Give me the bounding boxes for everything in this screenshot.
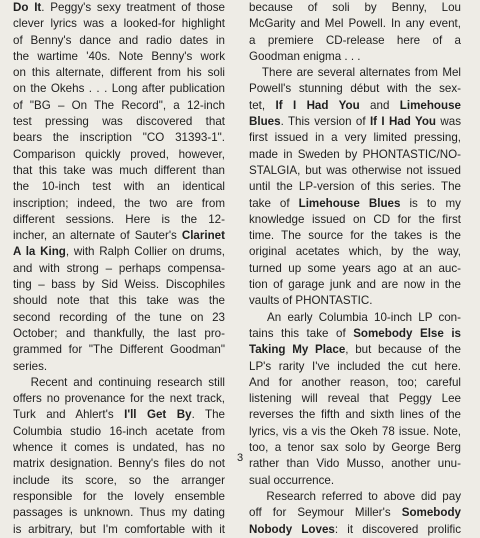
- body-text: whence it comes is undated, has no: [13, 441, 225, 455]
- body-text: Recent and continuing research still: [13, 375, 225, 389]
- text-line: [13, 310, 225, 326]
- body-text: sual occurrence.: [249, 473, 335, 487]
- body-text: And for another reason, too; careful: [249, 375, 461, 389]
- body-text: on this alternate, different from his soli: [13, 66, 225, 80]
- bold-title-text: Limehouse: [399, 98, 461, 112]
- body-text: second recording of the tune on 23: [13, 310, 225, 324]
- body-text: is arbitrary, but I'm comfortable with it: [13, 522, 225, 536]
- body-text: . Peggy's sexy treatment of those: [41, 1, 225, 14]
- text-line: [13, 391, 225, 407]
- body-text: different sessions. Here is the 12-: [13, 212, 225, 226]
- bold-title-text: Do It: [13, 1, 42, 14]
- text-line: [13, 147, 225, 163]
- text-line: [249, 375, 461, 391]
- text-line: [13, 98, 225, 114]
- text-line: [249, 326, 461, 342]
- text-line: [249, 277, 461, 293]
- text-line: [13, 130, 225, 146]
- bold-title-text: Blues: [249, 115, 281, 129]
- text-line: [13, 489, 225, 505]
- text-line: [249, 407, 461, 423]
- body-text: until the LP-version of this series. The: [249, 180, 461, 194]
- body-text: time. The source for the takes is the: [249, 229, 461, 243]
- body-text: Goodman enigma . . .: [249, 49, 361, 63]
- text-line: [13, 179, 225, 195]
- text-line: [249, 81, 461, 97]
- text-line: [13, 293, 225, 309]
- body-text: the wartime '40s. Note Benny's work: [13, 49, 225, 63]
- text-line: [249, 310, 461, 326]
- text-line: [13, 65, 225, 81]
- bold-title-text: Clarinet: [181, 229, 225, 243]
- body-text: McGarity and Mel Powell. In any event,: [249, 17, 461, 31]
- text-line: [13, 375, 225, 391]
- text-line: [13, 49, 225, 65]
- text-line: [249, 179, 461, 195]
- body-text: An early Columbia 10-inch LP con-: [249, 310, 461, 324]
- body-text: . The: [191, 408, 225, 422]
- body-text: October; and thankfully, the last pro-: [13, 326, 225, 340]
- body-text: include its score, so the arranger: [13, 473, 225, 487]
- text-line: [13, 505, 225, 521]
- text-line: [13, 33, 225, 49]
- bold-title-text: Taking My Place: [249, 343, 346, 357]
- body-text: STALGIA, but was otherwise not issued: [249, 163, 461, 177]
- body-text: and with strong – perhaps compensa-: [13, 261, 225, 275]
- body-text: knowledge issued on CD for the first: [249, 212, 461, 226]
- body-text: take of: [249, 196, 299, 210]
- body-text: reverses the fifth and sixth lines of the: [249, 408, 461, 422]
- body-text: Columbia studio 16-inch acetate from: [13, 424, 225, 438]
- body-text: Research referred to above did pay: [249, 489, 461, 503]
- body-text: was: [436, 115, 461, 129]
- text-line: [249, 424, 461, 440]
- body-text: , with Ralph Collier on drums,: [65, 245, 226, 259]
- text-line: [249, 522, 461, 538]
- text-line: [13, 228, 225, 244]
- text-line: [13, 196, 225, 212]
- body-text: LP's rarity I've included the cut here.: [249, 359, 461, 373]
- body-text: tains this take of: [249, 326, 354, 340]
- text-line: [13, 16, 225, 32]
- text-line: [249, 130, 461, 146]
- body-text: test pressing was discovered that: [13, 115, 225, 129]
- body-text: bears the inscription "CO 31393-1".: [13, 131, 225, 145]
- body-text: grammed for "The Different Goodman": [13, 343, 225, 357]
- body-text: that this take was much different than: [13, 163, 225, 177]
- body-text: There are several alternates from Mel: [249, 66, 461, 80]
- bold-title-text: If I Had You: [275, 98, 360, 112]
- text-line: [249, 342, 461, 358]
- body-text: on the Okehs . . . Long after publication: [13, 82, 225, 96]
- body-text: too, a tenor sax solo by George Berg: [249, 441, 461, 455]
- body-text: of "BG – On The Record", a 12-inch: [13, 98, 225, 112]
- bold-title-text: If I Had You: [369, 115, 437, 129]
- text-line: [249, 505, 461, 521]
- text-line: [13, 212, 225, 228]
- body-text: matrix designation. Benny's files do not: [13, 457, 225, 471]
- body-text: incher, an alternate of Sauter's: [13, 229, 182, 243]
- text-line: [13, 342, 225, 358]
- text-line: [249, 473, 461, 489]
- text-line: [249, 228, 461, 244]
- text-line: [249, 212, 461, 228]
- body-text: tion of garage junk and are now in the: [249, 278, 461, 292]
- body-text: because of soli by Benny, Lou: [249, 1, 461, 14]
- text-line: [13, 0, 225, 16]
- body-text: listening will reveal that Peggy Lee: [249, 392, 461, 406]
- body-text: is to my: [400, 196, 461, 210]
- text-line: [249, 163, 461, 179]
- text-line: [249, 114, 461, 130]
- text-line: [13, 473, 225, 489]
- body-text: series.: [13, 359, 48, 373]
- body-text: of Benny's dance and radio dates in: [13, 33, 225, 47]
- text-line: [249, 359, 461, 375]
- body-text: inscription; indeed, the two are from: [13, 196, 225, 210]
- bold-title-text: I'll Get By: [124, 408, 192, 422]
- text-line: [13, 114, 225, 130]
- body-text: . This version of: [280, 115, 370, 129]
- text-line: [249, 391, 461, 407]
- bold-title-text: Somebody: [401, 506, 461, 520]
- body-text: and: [359, 98, 400, 112]
- text-line: [249, 196, 461, 212]
- text-line: [13, 359, 225, 375]
- body-text: clever lyrics was a looked-for highlight: [13, 17, 225, 31]
- text-line: [249, 49, 461, 65]
- body-text: lyrics, vis a vis the Okeh 78 issue. Note,: [249, 424, 461, 438]
- body-text: offers no provenance for the next track,: [13, 392, 225, 406]
- page-number: 3: [236, 452, 244, 464]
- text-line: [13, 244, 225, 260]
- text-line: [13, 261, 225, 277]
- text-line: [13, 424, 225, 440]
- text-line: [13, 326, 225, 342]
- body-text: ting – bass by Sid Weiss. Discophiles: [13, 278, 225, 292]
- body-text: the 10-inch test with an identical: [13, 180, 225, 194]
- body-text: original acetates which, by the way,: [249, 245, 461, 259]
- text-line: [249, 293, 461, 309]
- text-line: [13, 407, 225, 423]
- text-line: [249, 489, 461, 505]
- body-text: first issued in a very limited pressing,: [249, 131, 461, 145]
- text-line: [13, 81, 225, 97]
- text-line: [249, 33, 461, 49]
- text-line: [249, 244, 461, 260]
- body-text: made in Sweden by PHONTASTIC/NO-: [249, 147, 461, 161]
- body-text: Turk and Ahlert's: [13, 408, 125, 422]
- text-line: [249, 261, 461, 277]
- body-text: tet,: [249, 98, 276, 112]
- bold-title-text: Limehouse Blues: [298, 196, 401, 210]
- bold-title-text: A la King: [13, 245, 66, 259]
- text-line: [249, 16, 461, 32]
- body-text: vaults of PHONTASTIC.: [249, 294, 373, 308]
- body-text: should note that this take was the: [13, 294, 225, 308]
- body-text: rather than Vido Musso, another unu-: [249, 457, 461, 471]
- body-text: a premiere CD-release here of a: [249, 33, 461, 47]
- body-text: responsible for the lovely ensemble: [13, 489, 225, 503]
- body-text: Powell's stunning début with the sex-: [249, 82, 461, 96]
- bold-title-text: Nobody Loves: [249, 522, 335, 536]
- text-line: [13, 163, 225, 179]
- text-line: [249, 65, 461, 81]
- body-text: turned up some years ago at an auc-: [249, 261, 461, 275]
- body-text: : it discovered prolific: [334, 522, 461, 536]
- body-text: off for Seymour Miller's: [249, 506, 402, 520]
- text-line: [13, 277, 225, 293]
- body-text: passages is unknown. Thus my dating: [13, 506, 225, 520]
- body-text: Comparison quickly proved, however,: [13, 147, 225, 161]
- text-line: [249, 98, 461, 114]
- bold-title-text: Somebody Else is: [353, 326, 462, 340]
- text-line: [249, 0, 461, 16]
- text-line: [249, 147, 461, 163]
- text-line: [13, 522, 225, 538]
- body-text: , but because of the: [345, 343, 461, 357]
